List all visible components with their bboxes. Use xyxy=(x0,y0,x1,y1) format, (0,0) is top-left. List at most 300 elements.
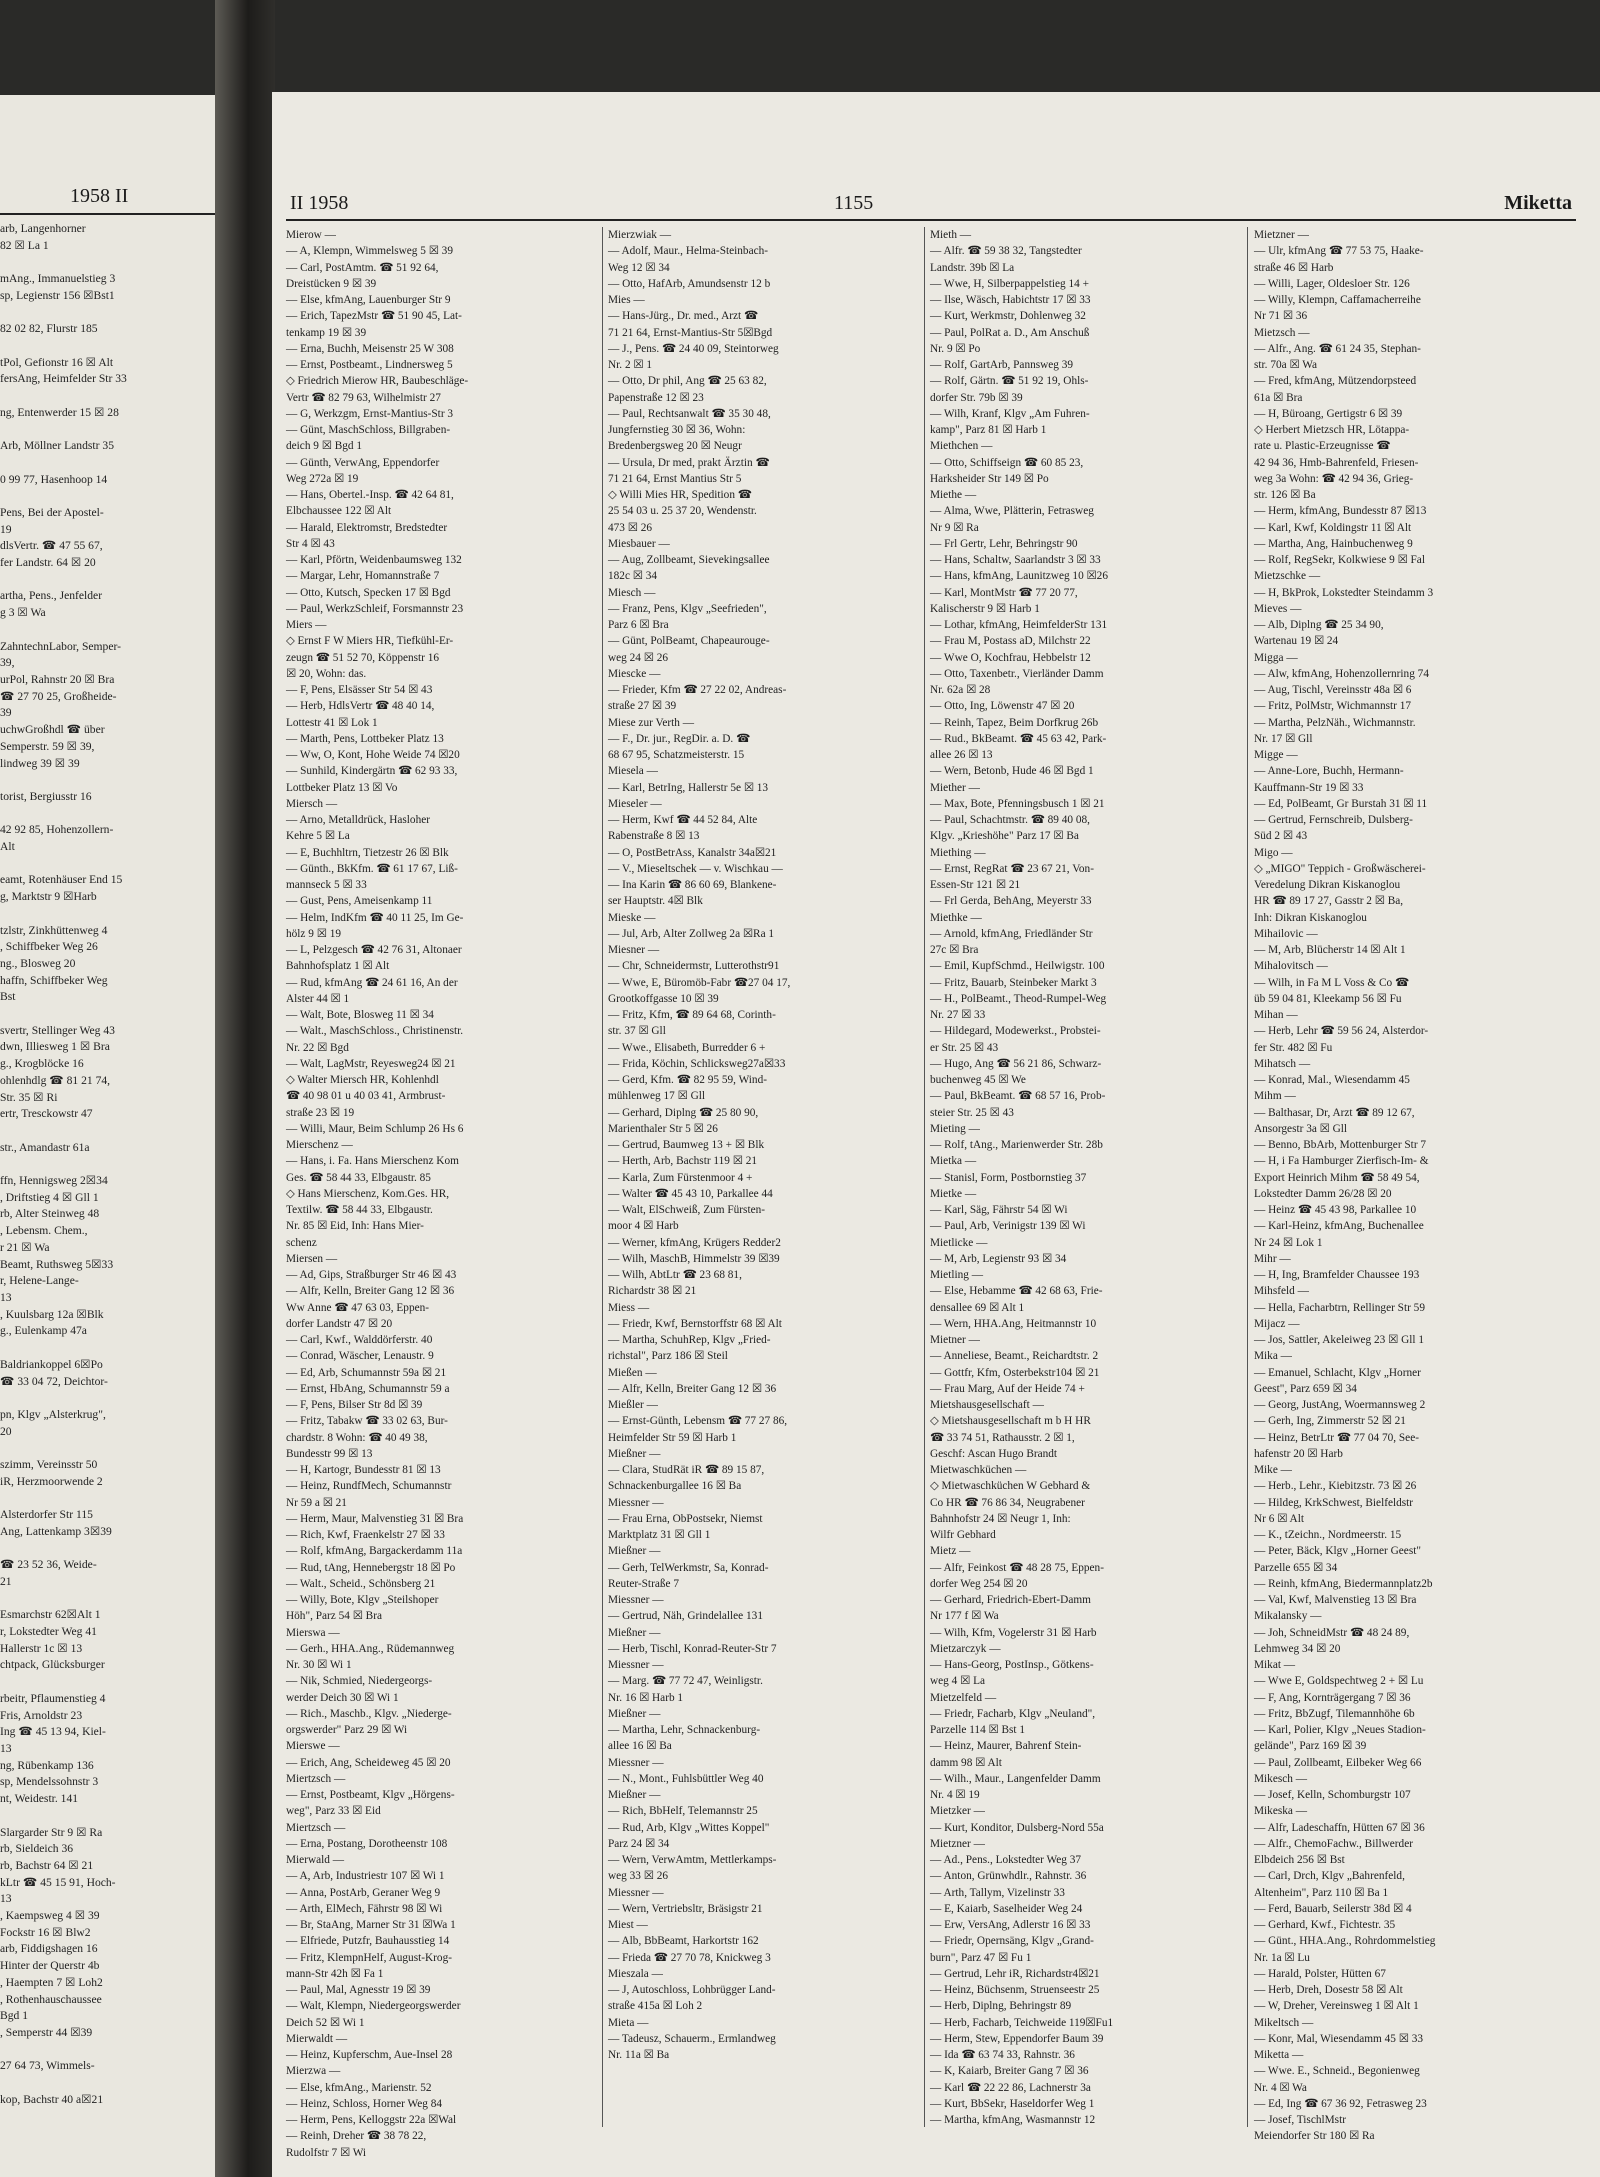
directory-entry-line: kamp", Parz 81 ☒ Harb 1 xyxy=(930,424,1047,436)
left-page-line: g., Krogblöcke 16 xyxy=(0,1057,84,1071)
directory-entry-line: Mietzschke — xyxy=(1254,570,1321,583)
directory-entry-line: — Walt, ElSchweiß, Zum Fürsten- xyxy=(608,1204,766,1216)
directory-entry-line: Mießner — xyxy=(608,1707,661,1720)
directory-entry-line: — Wilh, Kranf, Klgv „Am Fuhren- xyxy=(930,407,1090,420)
directory-entry-line: — Chr, Schneidermstr, Lutterothstr91 xyxy=(608,960,780,973)
directory-entry-line: — Paul, Mal, Agnesstr 19 ☒ 39 xyxy=(286,1984,431,1996)
directory-entry-line: Nr. 4 ☒ 19 xyxy=(930,1789,980,1801)
directory-entry-line: Lokstedter Damm 26/28 ☒ 20 xyxy=(1254,1187,1392,1200)
left-page-line: dwn, Illiesweg 1 ☒ Bra xyxy=(0,1040,110,1054)
directory-entry-line: str. 37 ☒ Gll xyxy=(608,1025,666,1038)
directory-entry-line: Ges. ☎ 58 44 33, Elbgaustr. 85 xyxy=(286,1171,431,1184)
left-page-line xyxy=(0,1674,205,1691)
directory-entry-line: — F, Ang, Kornträgergang 7 ☒ 36 xyxy=(1254,1691,1411,1704)
directory-entry-line: Heimfelder Str 59 ☒ Harb 1 xyxy=(608,1431,737,1444)
directory-entry-line: Co HR ☎ 76 86 34, Neugrabener xyxy=(930,1496,1085,1509)
directory-entry-line: — Fred, kfmAng, Mützendorpsteed xyxy=(1254,375,1417,388)
directory-entry-line: ☒ 20, Wohn: das. xyxy=(286,667,367,680)
left-page-line: mAng., Immanuelstieg 3 xyxy=(0,272,116,286)
directory-entry-line: hafenstr 20 ☒ Harb xyxy=(1254,1447,1343,1460)
left-page-line: Esmarchstr 62☒Alt 1 xyxy=(0,1608,101,1622)
left-page-line: 13 xyxy=(0,1741,12,1755)
directory-entry-line: — Rud, tAng, Hennebergstr 18 ☒ Po xyxy=(286,1561,456,1574)
directory-entry-line: Mießner — xyxy=(608,1626,661,1639)
directory-entry-line: Miessner — xyxy=(608,1886,664,1899)
directory-entry-line: — Joh, SchneidMstr ☎ 48 24 89, xyxy=(1254,1626,1410,1639)
left-page-line: torist, Bergiusstr 16 xyxy=(0,789,92,803)
directory-entry-line: — Otto, HafArb, Amundsenstr 12 b xyxy=(608,277,771,290)
directory-entry-line: 42 94 36, Hmb-Bahrenfeld, Friesen- xyxy=(1254,456,1419,469)
directory-entry-line: — Wern, Vertriebsltr, Bräsigstr 21 xyxy=(608,1902,763,1915)
directory-entry-line: Klgv. „Krieshöhe" Parz 17 ☒ Ba xyxy=(930,830,1079,843)
left-page-line: Ang, Lattenkamp 3☒39 xyxy=(0,1524,112,1538)
directory-entry-line: Miethe — xyxy=(930,489,977,501)
directory-entry-line: — Harald, Elektromstr, Bredstedter xyxy=(286,521,448,534)
left-page-line: r, Lokstedter Weg 41 xyxy=(0,1625,97,1639)
directory-entry-line: dorfer Landstr 47 ☒ 20 xyxy=(286,1317,393,1330)
directory-entry-line: — Willi, Lager, Oldesloer Str. 126 xyxy=(1254,277,1410,290)
directory-entry-line: ◇ „MIGO" Teppich - Großwäscherei- xyxy=(1254,862,1426,875)
directory-entry-line: — Fritz, Tabakw ☎ 33 02 63, Bur- xyxy=(286,1415,448,1428)
left-page-line: rb, Alter Steinweg 48 xyxy=(0,1207,100,1221)
directory-entry-line: — Alfr, Feinkost ☎ 48 28 75, Eppen- xyxy=(930,1561,1104,1574)
left-page-line: ertr, Tresckowstr 47 xyxy=(0,1107,93,1121)
directory-entry-line: Süd 2 ☒ 43 xyxy=(1254,830,1308,843)
directory-entry-line: — Gerh, TelWerkmstr, Sa, Konrad- xyxy=(608,1561,769,1574)
directory-entry-line: — Hans, i. Fa. Hans Mierschenz Kom xyxy=(286,1155,459,1168)
directory-entry-line: Miertzsch — xyxy=(286,1821,346,1834)
left-page-line: r, Helene-Lange- xyxy=(0,1274,79,1288)
directory-entry-line: Miethchen — xyxy=(930,440,993,453)
directory-entry-line: — Else, kfmAng., Marienstr. 52 xyxy=(286,2081,432,2094)
directory-entry-line: Höh", Parz 54 ☒ Bra xyxy=(286,1610,382,1623)
directory-entry-line: weg 33 ☒ 26 xyxy=(608,1870,669,1883)
left-page-line: dlsVertr. ☎ 47 55 67, xyxy=(0,539,103,553)
directory-entry-line: — Günt, PolBeamt, Chapeaurouge- xyxy=(608,635,770,648)
directory-entry-line: — Carl, PostAmtm. ☎ 51 92 64, xyxy=(286,261,439,274)
directory-entry-line: — Herm, Kwf ☎ 44 52 84, Alte xyxy=(608,814,758,826)
directory-entry-line: rate u. Plastic-Erzeugnisse ☎ xyxy=(1254,440,1391,453)
directory-entry-line: — Clara, StudRät iR ☎ 89 15 87, xyxy=(608,1464,765,1476)
directory-entry-line: Reuter-Straße 7 xyxy=(608,1577,679,1590)
directory-entry-line: — F, Pens, Bilser Str 8d ☒ 39 xyxy=(286,1399,423,1411)
left-page-line xyxy=(0,421,205,438)
directory-entry-line: Miething — xyxy=(930,846,986,859)
left-page-line xyxy=(0,1808,205,1825)
left-page-line: 0 99 77, Hasenhoop 14 xyxy=(0,472,108,486)
directory-entry-line: Mietshausgesellschaft — xyxy=(930,1399,1044,1411)
directory-entry-line: — Frau Erna, ObPostsekr, Niemst xyxy=(608,1512,763,1525)
right-page-header xyxy=(272,190,1600,216)
directory-entry-line: — Herth, Arb, Bachstr 119 ☒ 21 xyxy=(608,1155,758,1168)
directory-entry-line: ☎ 33 74 51, Rathausstr. 2 ☒ 1, xyxy=(930,1431,1075,1444)
directory-entry-line: Miescke — xyxy=(608,667,661,680)
left-page-line: fer Landstr. 64 ☒ 20 xyxy=(0,556,96,570)
directory-entry-line: Weg 272a ☒ 19 xyxy=(286,472,359,485)
directory-entry-line: — Alfr, Kelln, Breiter Gang 12 ☒ 36 xyxy=(608,1382,777,1395)
left-page-line: Beamt, Ruthsweg 5☒33 xyxy=(0,1257,114,1271)
directory-entry-line: — Reinh, kfmAng, Biedermannplatz2b xyxy=(1254,1577,1433,1590)
directory-entry-line: Mierswa — xyxy=(286,1626,340,1639)
directory-entry-line: weg 24 ☒ 26 xyxy=(608,651,669,664)
directory-entry-line: Nr. 16 ☒ Harb 1 xyxy=(608,1691,684,1704)
left-page-line xyxy=(0,1440,205,1457)
directory-entry-line: — Marg. ☎ 77 72 47, Weinligstr. xyxy=(608,1675,763,1688)
directory-entry-line: er Str. 25 ☒ 43 xyxy=(930,1041,999,1054)
directory-entry-line: Mießner — xyxy=(608,1447,661,1460)
directory-entry-line: — Hans-Georg, PostInsp., Götkens- xyxy=(930,1659,1094,1671)
directory-entry-line: Mikeska — xyxy=(1254,1805,1308,1818)
left-page-line xyxy=(0,806,205,823)
left-page-line: chtpack, Glücksburger xyxy=(0,1658,105,1672)
directory-entry-line: ◇ Herbert Mietzsch HR, Lötappa- xyxy=(1254,424,1410,436)
directory-entry-line: buchenweg 45 ☒ We xyxy=(930,1074,1026,1086)
left-page-line: Hallerstr 1c ☒ 13 xyxy=(0,1641,83,1655)
directory-entry-line: Migge — xyxy=(1254,749,1298,761)
left-page-line: 42 92 85, Hohenzollern- xyxy=(0,823,114,837)
directory-entry-line: Mietzner — xyxy=(1254,229,1309,241)
directory-entry-line: Nr. 30 ☒ Wi 1 xyxy=(286,1659,352,1671)
directory-entry-line: ◇ Willi Mies HR, Spedition ☎ xyxy=(608,489,752,501)
left-page-line: artha, Pens., Jenfelder xyxy=(0,589,103,603)
directory-entry-line: Nr. 85 ☒ Eid, Inh: Hans Mier- xyxy=(286,1220,424,1233)
directory-entry-line: — Gust, Pens, Ameisenkamp 11 xyxy=(286,895,433,908)
directory-entry-line: — Fritz, Bauarb, Steinbeker Markt 3 xyxy=(930,976,1097,989)
directory-entry-line: burn", Parz 47 ☒ Fu 1 xyxy=(930,1951,1032,1964)
directory-entry-line: — Arno, Metalldrück, Hasloher xyxy=(286,814,431,826)
directory-entry-line: — Wern, HHA.Ang, Heitmannstr 10 xyxy=(930,1317,1097,1330)
left-page-header-rule xyxy=(0,213,215,215)
directory-entry-line: Nr. 4 ☒ Wa xyxy=(1254,2081,1307,2094)
left-page-line: Alt xyxy=(0,840,15,854)
directory-entry-line: Nr. 1a ☒ Lu xyxy=(1254,1951,1310,1964)
directory-entry-line: — Frieda ☎ 27 70 78, Knickweg 3 xyxy=(608,1951,771,1964)
directory-entry-line: — Max, Bote, Pfenningsbusch 1 ☒ 21 xyxy=(930,797,1105,810)
left-page-line: ng, Rübenkamp 136 xyxy=(0,1758,94,1772)
left-page-line: ffn, Hennigsweg 2☒34 xyxy=(0,1174,108,1188)
directory-entry-line: — Paul, WerkzSchleif, Forsmannstr 23 xyxy=(286,602,464,615)
directory-entry-line: straße 27 ☒ 39 xyxy=(608,700,677,713)
directory-entry-line: Meiendorfer Str 180 ☒ Ra xyxy=(1254,2130,1375,2143)
directory-entry-line: Miketta — xyxy=(1254,2049,1304,2061)
directory-entry-line: ☎ 40 98 01 u 40 03 41, Armbrust- xyxy=(286,1090,446,1103)
directory-entry-line: — Herm, Pens, Kelloggstr 22a ☒Wal xyxy=(286,2114,457,2126)
directory-entry-line: — Frau M, Postass aD, Milchstr 22 xyxy=(930,635,1091,648)
directory-entry-line: — Ed, Ing ☎ 67 36 92, Fetrasweg 23 xyxy=(1254,2097,1427,2110)
directory-entry-line: — Willy, Klempn, Caffamacherreihe xyxy=(1254,294,1421,306)
directory-entry-line: weg 4 ☒ La xyxy=(930,1675,985,1688)
directory-entry-line: — Stanisl, Form, Postbornstieg 37 xyxy=(930,1171,1087,1184)
directory-entry-line: Geest", Parz 659 ☒ 34 xyxy=(1254,1382,1357,1395)
left-page-line xyxy=(0,1156,205,1173)
directory-entry-line: — Konr, Mal, Wiesendamm 45 ☒ 33 xyxy=(1254,2032,1424,2045)
left-page-line: r 21 ☒ Wa xyxy=(0,1240,50,1254)
directory-entry-line: — Ww, O, Kont, Hohe Weide 74 ☒20 xyxy=(286,749,460,761)
directory-entry-line: Mieting — xyxy=(930,1122,980,1135)
directory-entry-line: — Herb, Dreh, Dosestr 58 ☒ Alt xyxy=(1254,1984,1403,1996)
directory-entry-line: 25 54 03 u. 25 37 20, Wendenstr. xyxy=(608,505,757,518)
directory-entry-line: Mieta — xyxy=(608,2016,649,2029)
directory-entry-line: — Br, StaAng, Marner Str 31 ☒Wa 1 xyxy=(286,1919,456,1931)
directory-entry-line: — Otto, Schiffseign ☎ 60 85 23, xyxy=(930,456,1084,469)
directory-entry-line: — Lothar, kfmAng, HeimfelderStr 131 xyxy=(930,619,1108,631)
left-page-line xyxy=(0,1006,205,1023)
directory-entry-line: — Herm, Maur, Malvenstieg 31 ☒ Bra xyxy=(286,1512,464,1525)
directory-entry-line: Rudolfstr 7 ☒ Wi xyxy=(286,2146,367,2159)
left-page xyxy=(0,95,215,2177)
directory-entry-line: — Walter ☎ 45 43 10, Parkallee 44 xyxy=(608,1187,773,1200)
directory-entry-line: 61a ☒ Bra xyxy=(1254,391,1303,404)
directory-entry-line: Bahnhofsplatz 1 ☒ Alt xyxy=(286,960,390,973)
directory-entry-line: — Alma, Wwe, Plätterin, Fetrasweg xyxy=(930,505,1094,518)
directory-entry-line: — Gertrud, Fernschreib, Dulsberg- xyxy=(1254,814,1413,826)
directory-entry-line: — F, Pens, Elsässer Str 54 ☒ 43 xyxy=(286,684,433,696)
directory-entry-line: — Willi, Maur, Beim Schlump 26 Hs 6 xyxy=(286,1122,464,1135)
directory-entry-line: — Tadeusz, Schauerm., Ermlandweg xyxy=(608,2032,776,2045)
left-page-line xyxy=(0,1390,205,1407)
directory-entry-line: — Frida, Köchin, Schlicksweg27a☒33 xyxy=(608,1057,786,1070)
directory-entry-line: — Ed, Arb, Schumannstr 59a ☒ 21 xyxy=(286,1366,447,1379)
directory-entry-line: — Otto, Taxenbetr., Vierländer Damm xyxy=(930,667,1104,680)
left-page-line: Slargarder Str 9 ☒ Ra xyxy=(0,1825,103,1839)
left-page-line: Str. 35 ☒ Ri xyxy=(0,1090,58,1104)
directory-entry-line: Mieske — xyxy=(608,911,656,924)
directory-entry-line: — Harald, Polster, Hütten 67 xyxy=(1254,1967,1386,1980)
directory-entry-line: — Jul, Arb, Alter Zollweg 2a ☒Ra 1 xyxy=(608,927,775,940)
header-rule xyxy=(286,219,1576,221)
directory-entry-line: Miest — xyxy=(608,1919,648,1931)
left-page-line: Ing ☎ 45 13 94, Kiel- xyxy=(0,1725,106,1739)
directory-entry-line: — Margar, Lehr, Homannstraße 7 xyxy=(286,570,440,583)
directory-entry-line: — Paul, PolRat a. D., Am Anschuß xyxy=(930,326,1090,339)
left-page-line: sp, Legienstr 156 ☒Bst1 xyxy=(0,288,115,302)
directory-entry-line: ◇ Mietwaschküchen W Gebhard & xyxy=(930,1480,1091,1493)
left-page-line: arb, Fiddigshagen 16 xyxy=(0,1942,98,1956)
directory-entry-line: Jungfernstieg 30 ☒ 36, Wohn: xyxy=(608,424,746,436)
directory-entry-line: — Kurt, BbSekr, Haseldorfer Weg 1 xyxy=(930,2097,1095,2110)
directory-entry-line: — Werner, kfmAng, Krügers Redder2 xyxy=(608,1236,781,1249)
left-page-line: rb, Sieldeich 36 xyxy=(0,1842,74,1856)
right-page xyxy=(272,92,1600,2177)
directory-entry-line: Rabenstraße 8 ☒ 13 xyxy=(608,830,700,843)
directory-entry-line: — Heinz ☎ 45 43 98, Parkallee 10 xyxy=(1254,1204,1417,1216)
directory-entry-line: — Sunhild, Kindergärtn ☎ 62 93 33, xyxy=(286,765,458,778)
directory-entry-line: dorfer Weg 254 ☒ 20 xyxy=(930,1577,1028,1590)
left-page-line: 39, xyxy=(0,656,15,670)
directory-entry-line: werder Deich 30 ☒ Wi 1 xyxy=(286,1691,399,1704)
directory-entry-line: ◇ Friedrich Mierow HR, Baubeschläge- xyxy=(286,375,469,388)
directory-entry-line: — Nik, Schmied, Niedergeorgs- xyxy=(286,1675,433,1688)
directory-entry-line: — Karl, Pförtn, Weidenbaumsweg 132 xyxy=(286,554,462,566)
directory-entry-line: Mießner — xyxy=(608,1545,661,1558)
directory-entry-line: — Frieder, Kfm ☎ 27 22 02, Andreas- xyxy=(608,684,787,696)
directory-entry-line: ◇ Ernst F W Miers HR, Tiefkühl-Er- xyxy=(286,635,454,648)
left-page-line xyxy=(0,1123,205,1140)
directory-entry-line: Dreistücken 9 ☒ 39 xyxy=(286,277,377,290)
directory-entry-line: ◇ Hans Mierschenz, Kom.Ges. HR, xyxy=(286,1187,450,1200)
directory-entry-line: — H, Kartogr, Bundesstr 81 ☒ 13 xyxy=(286,1464,441,1476)
directory-entry-line: Mietner — xyxy=(930,1334,980,1346)
directory-entry-line: — K., tZeichn., Nordmeerstr. 15 xyxy=(1254,1529,1402,1541)
directory-entry-line: — Martha, Ang, Hainbuchenweg 9 xyxy=(1254,537,1413,550)
directory-entry-line: — Reinh, Tapez, Beim Dorfkrug 26b xyxy=(930,716,1099,729)
directory-entry-line: — J, Autoschloss, Lohbrügger Land- xyxy=(608,1984,776,1996)
directory-entry-line: Lottbeker Platz 13 ☒ Vo xyxy=(286,781,398,794)
directory-entry-line: — Karl, MontMstr ☎ 77 20 77, xyxy=(930,586,1078,599)
directory-entry-line: Mietz — xyxy=(930,1545,971,1558)
left-page-line: , Haempten 7 ☒ Loh2 xyxy=(0,1975,103,1989)
directory-entry-line: — Willy, Bote, Klgv „Steilshoper xyxy=(286,1594,439,1606)
left-page-line xyxy=(0,455,205,472)
directory-entry-line: Mierzwiak — xyxy=(608,229,672,241)
directory-entry-line: 182c ☒ 34 xyxy=(608,570,658,583)
directory-entry-line: Mierwald — xyxy=(286,1854,345,1866)
directory-entry-line: — Gerh, Ing, Zimmerstr 52 ☒ 21 xyxy=(1254,1415,1406,1428)
directory-entry-line: straße 46 ☒ Harb xyxy=(1254,261,1334,274)
left-page-line: haffn, Schiffbeker Weg xyxy=(0,973,108,987)
directory-entry-line: str. 70a ☒ Wa xyxy=(1254,359,1317,371)
directory-entry-line: — Walt, Klempn, Niedergeorgswerder xyxy=(286,2000,461,2013)
directory-entry-line: — Josef, Kelln, Schomburgstr 107 xyxy=(1254,1789,1411,1801)
directory-entry-line: — Günt, MaschSchloss, Billgraben- xyxy=(286,424,451,436)
directory-entry-line: — Gertrud, Näh, Grindelallee 131 xyxy=(608,1610,763,1623)
directory-entry-line: Miesela — xyxy=(608,765,658,778)
directory-entry-line: mann-Str 42h ☒ Fa 1 xyxy=(286,1967,384,1980)
directory-entry-line: — E, Buchhltrn, Tietzestr 26 ☒ Blk xyxy=(286,846,449,859)
directory-entry-line: Mihatsch — xyxy=(1254,1057,1311,1070)
directory-entry-line: straße 415a ☒ Loh 2 xyxy=(608,2000,703,2013)
directory-entry-line: — Walt, Bote, Blosweg 11 ☒ 34 xyxy=(286,1009,434,1021)
directory-entry-line: — Carl, Drch, Klgv „Bahrenfeld, xyxy=(1254,1870,1405,1883)
directory-entry-line: richstal", Parz 186 ☒ Steil xyxy=(608,1350,728,1363)
directory-entry-line: — Walt., Scheid., Schönsberg 21 xyxy=(286,1577,436,1590)
directory-entry-line: Alster 44 ☒ 1 xyxy=(286,992,350,1005)
directory-entry-line: Parz 24 ☒ 34 xyxy=(608,1837,670,1850)
directory-entry-line: — Rud, kfmAng ☎ 24 61 16, An der xyxy=(286,976,458,989)
left-page-line: Semperstr. 59 ☒ 39, xyxy=(0,739,95,753)
left-page-line xyxy=(0,305,205,322)
directory-entry-line: Miesch — xyxy=(608,586,656,599)
directory-entry-line: Nr. 27 ☒ 33 xyxy=(930,1009,986,1021)
directory-entry-line: Mika — xyxy=(1254,1350,1292,1363)
directory-entry-line: orgswerder" Parz 29 ☒ Wi xyxy=(286,1724,408,1736)
directory-entry-line: — Peter, Bäck, Klgv „Horner Geest" xyxy=(1254,1545,1421,1558)
directory-entry-line: — Wern, VerwAmtm, Mettlerkamps- xyxy=(608,1854,777,1866)
directory-entry-line: — Paul, Rechtsanwalt ☎ 35 30 48, xyxy=(608,407,771,420)
directory-entry-line: straße 23 ☒ 19 xyxy=(286,1106,355,1119)
directory-entry-line: Richardstr 38 ☒ 21 xyxy=(608,1285,697,1298)
left-page-line: 82 02 82, Flurstr 185 xyxy=(0,322,98,336)
directory-entry-line: Schnackenburgallee 16 ☒ Ba xyxy=(608,1480,742,1493)
directory-entry-line: — Ernst, Postbeamt., Lindnersweg 5 xyxy=(286,359,453,371)
directory-entry-line: — Paul, Zollbeamt, Eilbeker Weg 66 xyxy=(1254,1756,1422,1769)
left-page-line: Bgd 1 xyxy=(0,2009,29,2023)
directory-entry-line: — Erna, Postang, Dorotheenstr 108 xyxy=(286,1837,448,1850)
directory-entry-line: — Alfr., ChemoFachw., Billwerder xyxy=(1254,1837,1413,1850)
directory-entry-line: — Heinz, Büchsenm, Struenseestr 25 xyxy=(930,1984,1100,1996)
directory-entry-line: — Paul, BkBeamt. ☎ 68 57 16, Prob- xyxy=(930,1090,1106,1103)
directory-entry-line: Mijacz — xyxy=(1254,1317,1300,1330)
directory-entry-line: Nr. 11a ☒ Ba xyxy=(608,2049,670,2061)
directory-entry-line: Miessner — xyxy=(608,1496,664,1509)
left-page-line: Fris, Arnoldstr 23 xyxy=(0,1708,83,1722)
directory-entry-line: Mierow — xyxy=(286,229,336,241)
directory-entry-line: — Fritz, KlempnHelf, August-Krog- xyxy=(286,1951,452,1964)
directory-entry-line: Nr 177 f ☒ Wa xyxy=(930,1610,999,1623)
directory-entry-line: Essen-Str 121 ☒ 21 xyxy=(930,879,1021,891)
directory-entry-line: Inh: Dikran Kiskanoglou xyxy=(1254,911,1367,924)
directory-entry-line: — Rich., Maschb., Klgv. „Niederge- xyxy=(286,1707,452,1720)
directory-entry-line: — Ernst-Günth, Lebensm ☎ 77 27 86, xyxy=(608,1415,788,1428)
directory-entry-line: — Benno, BbArb, Mottenburger Str 7 xyxy=(1254,1139,1427,1151)
left-page-line xyxy=(0,572,205,589)
directory-entry-line: 71 21 64, Ernst Mantius Str 5 xyxy=(608,472,742,485)
left-page-line: , Lebensm. Chem., xyxy=(0,1224,88,1238)
directory-entry-line: Mihm — xyxy=(1254,1090,1296,1103)
directory-entry-line: Grootkoffgasse 10 ☒ 39 xyxy=(608,992,719,1005)
directory-entry-line: — Rolf, kfmAng, Bargackerdamm 11a xyxy=(286,1545,463,1558)
directory-entry-line: Kauffmann-Str 19 ☒ 33 xyxy=(1254,781,1364,794)
directory-entry-line: Nr. 2 ☒ 1 xyxy=(608,359,653,371)
directory-entry-line: — Wilh, MaschB, Himmelstr 39 ☒39 xyxy=(608,1252,780,1265)
directory-entry-line: üb 59 04 81, Kleekamp 56 ☒ Fu xyxy=(1254,992,1402,1005)
directory-entry-line: — Reinh, Dreher ☎ 38 78 22, xyxy=(286,2130,427,2143)
directory-entry-line: — F., Dr. jur., RegDir. a. D. ☎ xyxy=(608,732,751,745)
directory-entry-line: — Frl Gertr, Lehr, Behringstr 90 xyxy=(930,537,1078,550)
directory-entry-line: Bahnhofstr 24 ☒ Neugr 1, Inh: xyxy=(930,1512,1071,1525)
left-page-line: ☎ 27 70 25, Großheide- xyxy=(0,689,117,703)
directory-entry-line: Mietzner — xyxy=(930,1837,985,1850)
directory-entry-line: — Gerd, Kfm. ☎ 82 95 59, Wind- xyxy=(608,1074,767,1086)
directory-entry-line: Ansorgestr 3a ☒ Gll xyxy=(1254,1122,1348,1135)
directory-entry-line: weg", Parz 33 ☒ Eid xyxy=(286,1805,381,1818)
directory-entry-line: — Anna, PostArb, Geraner Weg 9 xyxy=(286,1886,441,1899)
directory-entry-line: — Fritz, PolMstr, Wichmannstr 17 xyxy=(1254,700,1412,713)
directory-entry-line: str. 126 ☒ Ba xyxy=(1254,489,1316,501)
directory-column-1 xyxy=(286,227,584,2159)
directory-entry-line: — J., Pens. ☎ 24 40 09, Steintorweg xyxy=(608,342,779,355)
left-page-line xyxy=(0,1340,205,1357)
left-page-line: Bst xyxy=(0,990,16,1004)
directory-entry-line: — Rud, Arb, Klgv „Wittes Koppel" xyxy=(608,1821,770,1834)
directory-entry-line: — Otto, Dr phil, Ang ☎ 25 63 82, xyxy=(608,375,767,388)
directory-entry-line: Nr. 17 ☒ Gll xyxy=(1254,732,1313,745)
directory-entry-line: — E, Kaiarb, Saselheider Weg 24 xyxy=(930,1902,1083,1915)
directory-entry-line: densallee 69 ☒ Alt 1 xyxy=(930,1301,1025,1314)
directory-entry-line: fer Str. 482 ☒ Fu xyxy=(1254,1041,1333,1054)
directory-entry-line: — Herm, Stew, Eppendorfer Baum 39 xyxy=(930,2032,1104,2045)
directory-entry-line: — Hildeg, KrkSchwest, Bielfeldstr xyxy=(1254,1496,1414,1509)
directory-entry-line: zeugn ☎ 51 52 70, Köppenstr 16 xyxy=(286,651,440,664)
directory-entry-line: — Karl, Säg, Fährstr 54 ☒ Wi xyxy=(930,1204,1068,1216)
directory-entry-line: — G, Werkzgm, Ernst-Mantius-Str 3 xyxy=(286,407,454,420)
directory-entry-line: Bundesstr 99 ☒ 13 xyxy=(286,1447,373,1460)
directory-entry-line: Mike — xyxy=(1254,1464,1292,1476)
left-page-line: g, Marktstr 9 ☒Harb xyxy=(0,890,97,904)
directory-entry-line: Kalischerstr 9 ☒ Harb 1 xyxy=(930,602,1040,615)
directory-entry-line: — Erna, Buchh, Meisenstr 25 W 308 xyxy=(286,342,454,355)
directory-entry-line: — Hugo, Ang ☎ 56 21 86, Schwarz- xyxy=(930,1057,1102,1070)
left-page-line xyxy=(0,1591,205,1608)
directory-entry-line: — Fritz, Kfm, ☎ 89 64 68, Corinth- xyxy=(608,1009,776,1021)
directory-entry-line: — M, Arb, Legienstr 93 ☒ 34 xyxy=(930,1252,1067,1265)
directory-entry-line: — Hella, Facharbtrn, Rellinger Str 59 xyxy=(1254,1301,1425,1314)
directory-entry-line: Marktplatz 31 ☒ Gll 1 xyxy=(608,1529,711,1541)
directory-entry-line: — Gottfr, Kfm, Osterbekstr104 ☒ 21 xyxy=(930,1366,1100,1379)
left-page-line: , Schiffbeker Weg 26 xyxy=(0,940,98,954)
directory-entry-line: — Arnold, kfmAng, Friedländer Str xyxy=(930,927,1093,940)
left-page-line: nt, Weidestr. 141 xyxy=(0,1792,79,1806)
